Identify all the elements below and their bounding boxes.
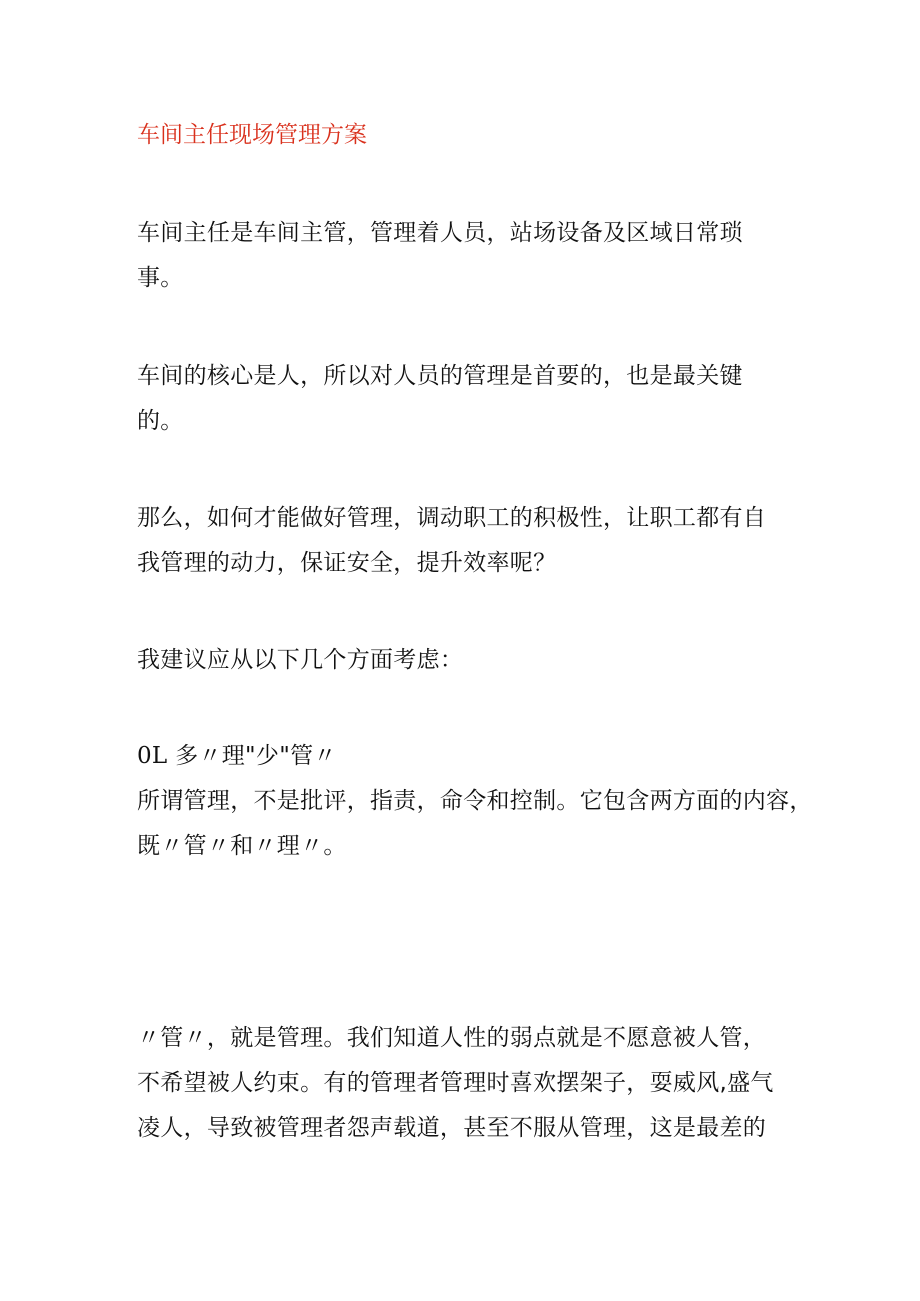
paragraph-intro xyxy=(137,211,797,301)
paragraph-question xyxy=(137,496,797,586)
paragraph-guan xyxy=(137,1016,797,1151)
paragraph-line: 既〃管〃和〃理〃。 xyxy=(137,833,347,859)
paragraph-line: 我建议应从以下几个方面考虑： xyxy=(137,647,464,673)
paragraph-core xyxy=(137,354,797,444)
document-title: 车间主任现场管理方案 xyxy=(137,122,367,148)
paragraph-line: 不希望被人约束。有的管理者管理时喜欢摆架子，耍威风,盛气 xyxy=(137,1070,774,1096)
paragraph-line: 我管理的动力，保证安全，提升效率呢？ xyxy=(137,550,557,576)
section-number: 0L xyxy=(137,743,168,769)
paragraph-suggestion xyxy=(137,638,797,683)
paragraph-line: 事。 xyxy=(137,265,184,291)
section-heading xyxy=(137,734,797,779)
section-one xyxy=(137,734,813,869)
paragraph-line: 所谓管理，不是批评，指责，命令和控制。它包含两方面的内容， xyxy=(137,788,813,814)
paragraph-line: 〃管〃，就是管理。我们知道人性的弱点就是不愿意被人管， xyxy=(137,1025,767,1051)
paragraph-line: 凌人，导致被管理者怨声载道，甚至不服从管理，这是最差的 xyxy=(137,1115,767,1141)
paragraph-line: 车间主任是车间主管，管理着人员，站场设备及区域日常琐 xyxy=(137,220,743,246)
paragraph-line: 那么，如何才能做好管理，调动职工的积极性，让职工都有自 xyxy=(137,505,767,531)
section-heading-text: 多〃理"少"管〃 xyxy=(175,743,337,769)
paragraph-line: 车间的核心是人，所以对人员的管理是首要的，也是最关键 xyxy=(137,363,743,389)
paragraph-line: 的。 xyxy=(137,408,184,434)
